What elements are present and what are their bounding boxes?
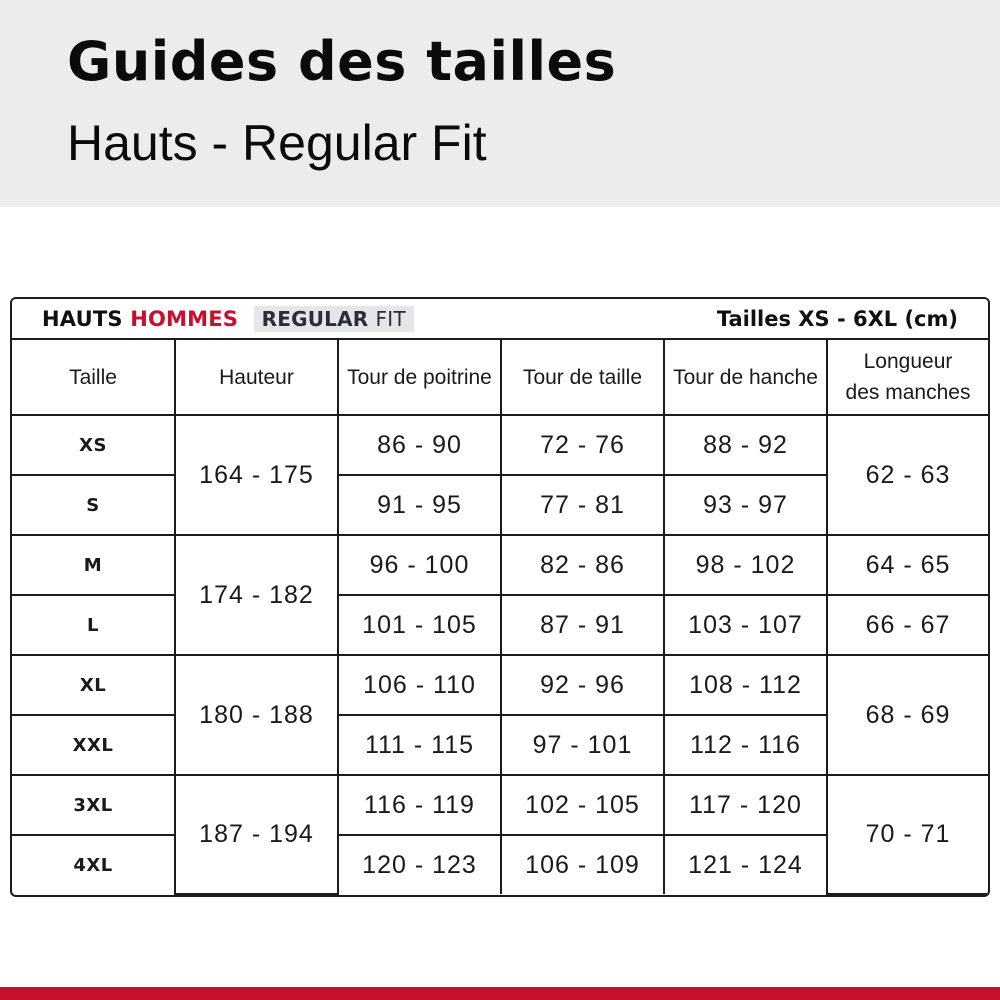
column-header-hip: Tour de hanche [664,340,827,415]
size-cell: XXL [12,715,175,775]
sleeve-cell: 68 - 69 [827,655,988,775]
size-table [12,340,988,895]
category-label-main: HAUTS [42,307,123,331]
chest-cell: 106 - 110 [338,655,501,715]
table-header-row [12,340,988,415]
size-cell: 3XL [12,775,175,835]
fit-badge-bold: REGULAR [261,307,369,331]
size-cell: L [12,595,175,655]
hip-cell: 88 - 92 [664,415,827,475]
height-cell: 174 - 182 [175,535,338,655]
height-cell: 180 - 188 [175,655,338,775]
chest-cell: 86 - 90 [338,415,501,475]
table-row [12,655,988,715]
waist-cell: 77 - 81 [501,475,664,535]
page-title: Guides des tailles [67,30,617,93]
hip-cell: 117 - 120 [664,775,827,835]
category-label [42,307,414,332]
size-cell: M [12,535,175,595]
size-range-label: Tailles XS - 6XL (cm) [716,307,958,331]
hip-cell: 98 - 102 [664,535,827,595]
page-subtitle: Hauts - Regular Fit [67,115,487,171]
height-cell: 164 - 175 [175,415,338,535]
table-row [12,415,988,475]
hip-cell: 121 - 124 [664,835,827,894]
chest-cell: 120 - 123 [338,835,501,894]
size-cell: XS [12,415,175,475]
waist-cell: 82 - 86 [501,535,664,595]
height-cell: 187 - 194 [175,775,338,894]
waist-cell: 92 - 96 [501,655,664,715]
sleeve-cell: 64 - 65 [827,535,988,595]
bottom-accent-bar [0,987,1000,1000]
sleeve-cell: 66 - 67 [827,595,988,655]
table-row [12,775,988,835]
chest-cell: 91 - 95 [338,475,501,535]
waist-cell: 72 - 76 [501,415,664,475]
size-cell: 4XL [12,835,175,894]
column-header-height: Hauteur [175,340,338,415]
waist-cell: 102 - 105 [501,775,664,835]
hip-cell: 93 - 97 [664,475,827,535]
chest-cell: 116 - 119 [338,775,501,835]
hip-cell: 112 - 116 [664,715,827,775]
hip-cell: 108 - 112 [664,655,827,715]
category-label-gender: HOMMES [130,307,239,331]
chest-cell: 101 - 105 [338,595,501,655]
chest-cell: 96 - 100 [338,535,501,595]
waist-cell: 106 - 109 [501,835,664,894]
size-cell: S [12,475,175,535]
fit-badge [254,306,414,332]
hip-cell: 103 - 107 [664,595,827,655]
chest-cell: 111 - 115 [338,715,501,775]
waist-cell: 87 - 91 [501,595,664,655]
column-header-chest: Tour de poitrine [338,340,501,415]
table-row [12,535,988,595]
fit-badge-light: FIT [375,307,406,331]
column-header-size: Taille [12,340,175,415]
column-header-waist: Tour de taille [501,340,664,415]
table-row [12,595,988,655]
size-chart [10,297,990,897]
column-header-sleeve: Longueur des manches [827,340,988,415]
sleeve-cell: 62 - 63 [827,415,988,535]
sleeve-cell: 70 - 71 [827,775,988,894]
waist-cell: 97 - 101 [501,715,664,775]
size-chart-header [12,299,988,340]
size-cell: XL [12,655,175,715]
